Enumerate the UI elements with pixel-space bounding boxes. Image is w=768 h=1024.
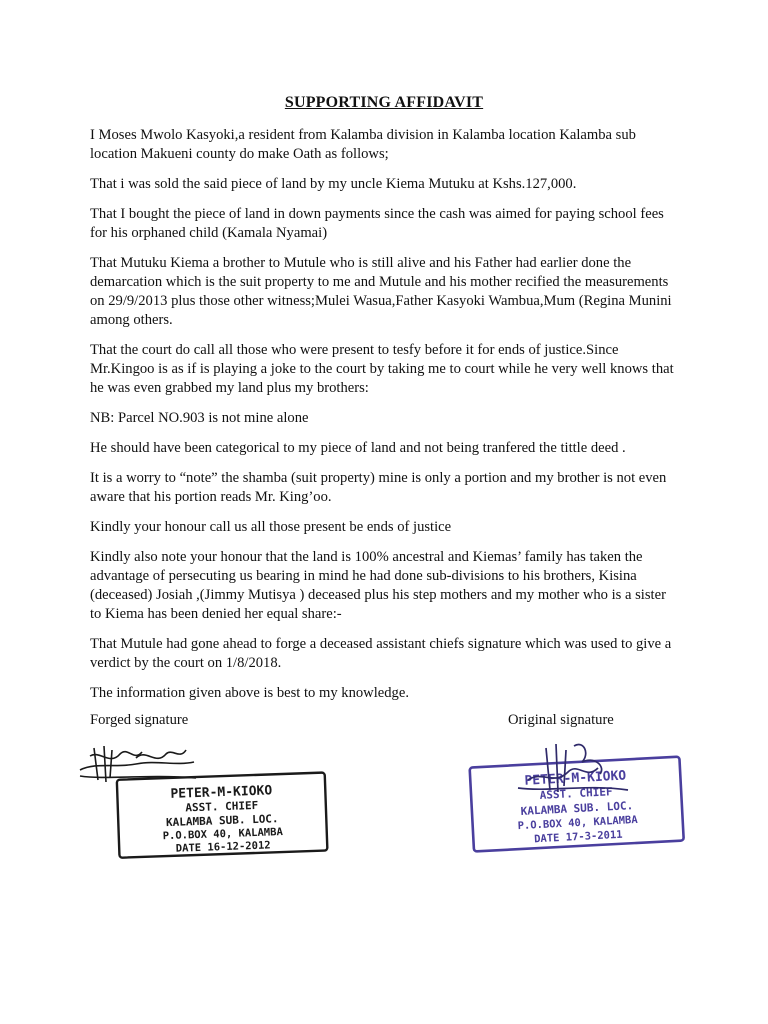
original-stamp-line2: ASST. CHIEF (539, 785, 613, 802)
paragraph: That Mutule had gone ahead to forge a deceased assistant chiefs signature which was used to give a verdict by the court on 1/8/2018. (90, 636, 672, 671)
paragraph: That the court do call all those who were present to tesfy before it for ends of justice.Since Mr.Kingoo is as if is playing a joke to the court by taking me to court while he very well knows that he was even grabbed my land plus my brothers: (90, 342, 674, 396)
original-stamp-line5: DATE 17-3-2011 (533, 828, 623, 846)
paragraph: It is a worry to “note” the shamba (suit property) mine is only a portion and my brother is not even aware that his portion reads Mr. King’oo. (90, 470, 667, 505)
forged-stamp (76, 740, 336, 860)
paragraph: That i was sold the said piece of land by my uncle Kiema Mutuku at Kshs.127,000. (90, 176, 577, 192)
original-stamp-line4: P.O.BOX 40, KALAMBA (517, 813, 638, 833)
forged-stamp-line1: PETER-M-KIOKO (170, 783, 273, 802)
forged-stamp-image (76, 740, 336, 860)
original-stamp-line3: KALAMBA SUB. LOC. (520, 799, 634, 818)
original-stamp-image (458, 740, 698, 860)
paragraph: The information given above is best to my knowledge. (90, 685, 409, 701)
original-stamp-line1: PETER-M-KIOKO (524, 768, 627, 789)
forged-stamp-line5: DATE 16-12-2012 (175, 839, 271, 855)
affidavit-body (90, 126, 680, 714)
signature-labels (90, 712, 680, 732)
paragraph: That Mutuku Kiema a brother to Mutule who is still alive and his Father had earlier done the demarcation which is the suit property to me and Mutule and his mother recified the measurements on 29/9/2013 plus those other witness;Mulei Wasua,Father Kasyoki Wambua,Mum (Regina Munini among others. (90, 255, 672, 328)
paragraph: Kindly your honour call us all those present be ends of justice (90, 519, 452, 535)
paragraph: That I bought the piece of land in down payments since the cash was aimed for paying school fees for his orphaned child (Kamala Nyamai) (90, 206, 664, 241)
document-title: SUPPORTING AFFIDAVIT (284, 94, 484, 111)
paragraph: Kindly also note your honour that the land is 100% ancestral and Kiemas’ family has taken the advantage of persecuting us bearing in mind he had done sub-divisions to his brothers, Kisina (deceased) Josiah ,(Jimmy Mutisya ) deceased plus his step mothers and my mother who is a sister to Kiema has been denied her equal share:- (90, 549, 666, 622)
original-signature-label: Original signature (508, 712, 614, 728)
original-stamp (458, 740, 698, 860)
forged-stamp-line4: P.O.BOX 40, KALAMBA (162, 826, 283, 843)
paragraph: He should have been categorical to my piece of land and not being tranfered the tittle deed . (90, 440, 626, 456)
paragraph: NB: Parcel NO.903 is not mine alone (90, 410, 309, 426)
forged-stamp-line3: KALAMBA SUB. LOC. (165, 812, 279, 830)
paragraph: I Moses Mwolo Kasyoki,a resident from Kalamba division in Kalamba location Kalamba sub location Makueni county do make Oath as follows; (90, 127, 636, 162)
forged-stamp-line2: ASST. CHIEF (185, 798, 259, 815)
forged-signature-label: Forged signature (90, 712, 189, 728)
